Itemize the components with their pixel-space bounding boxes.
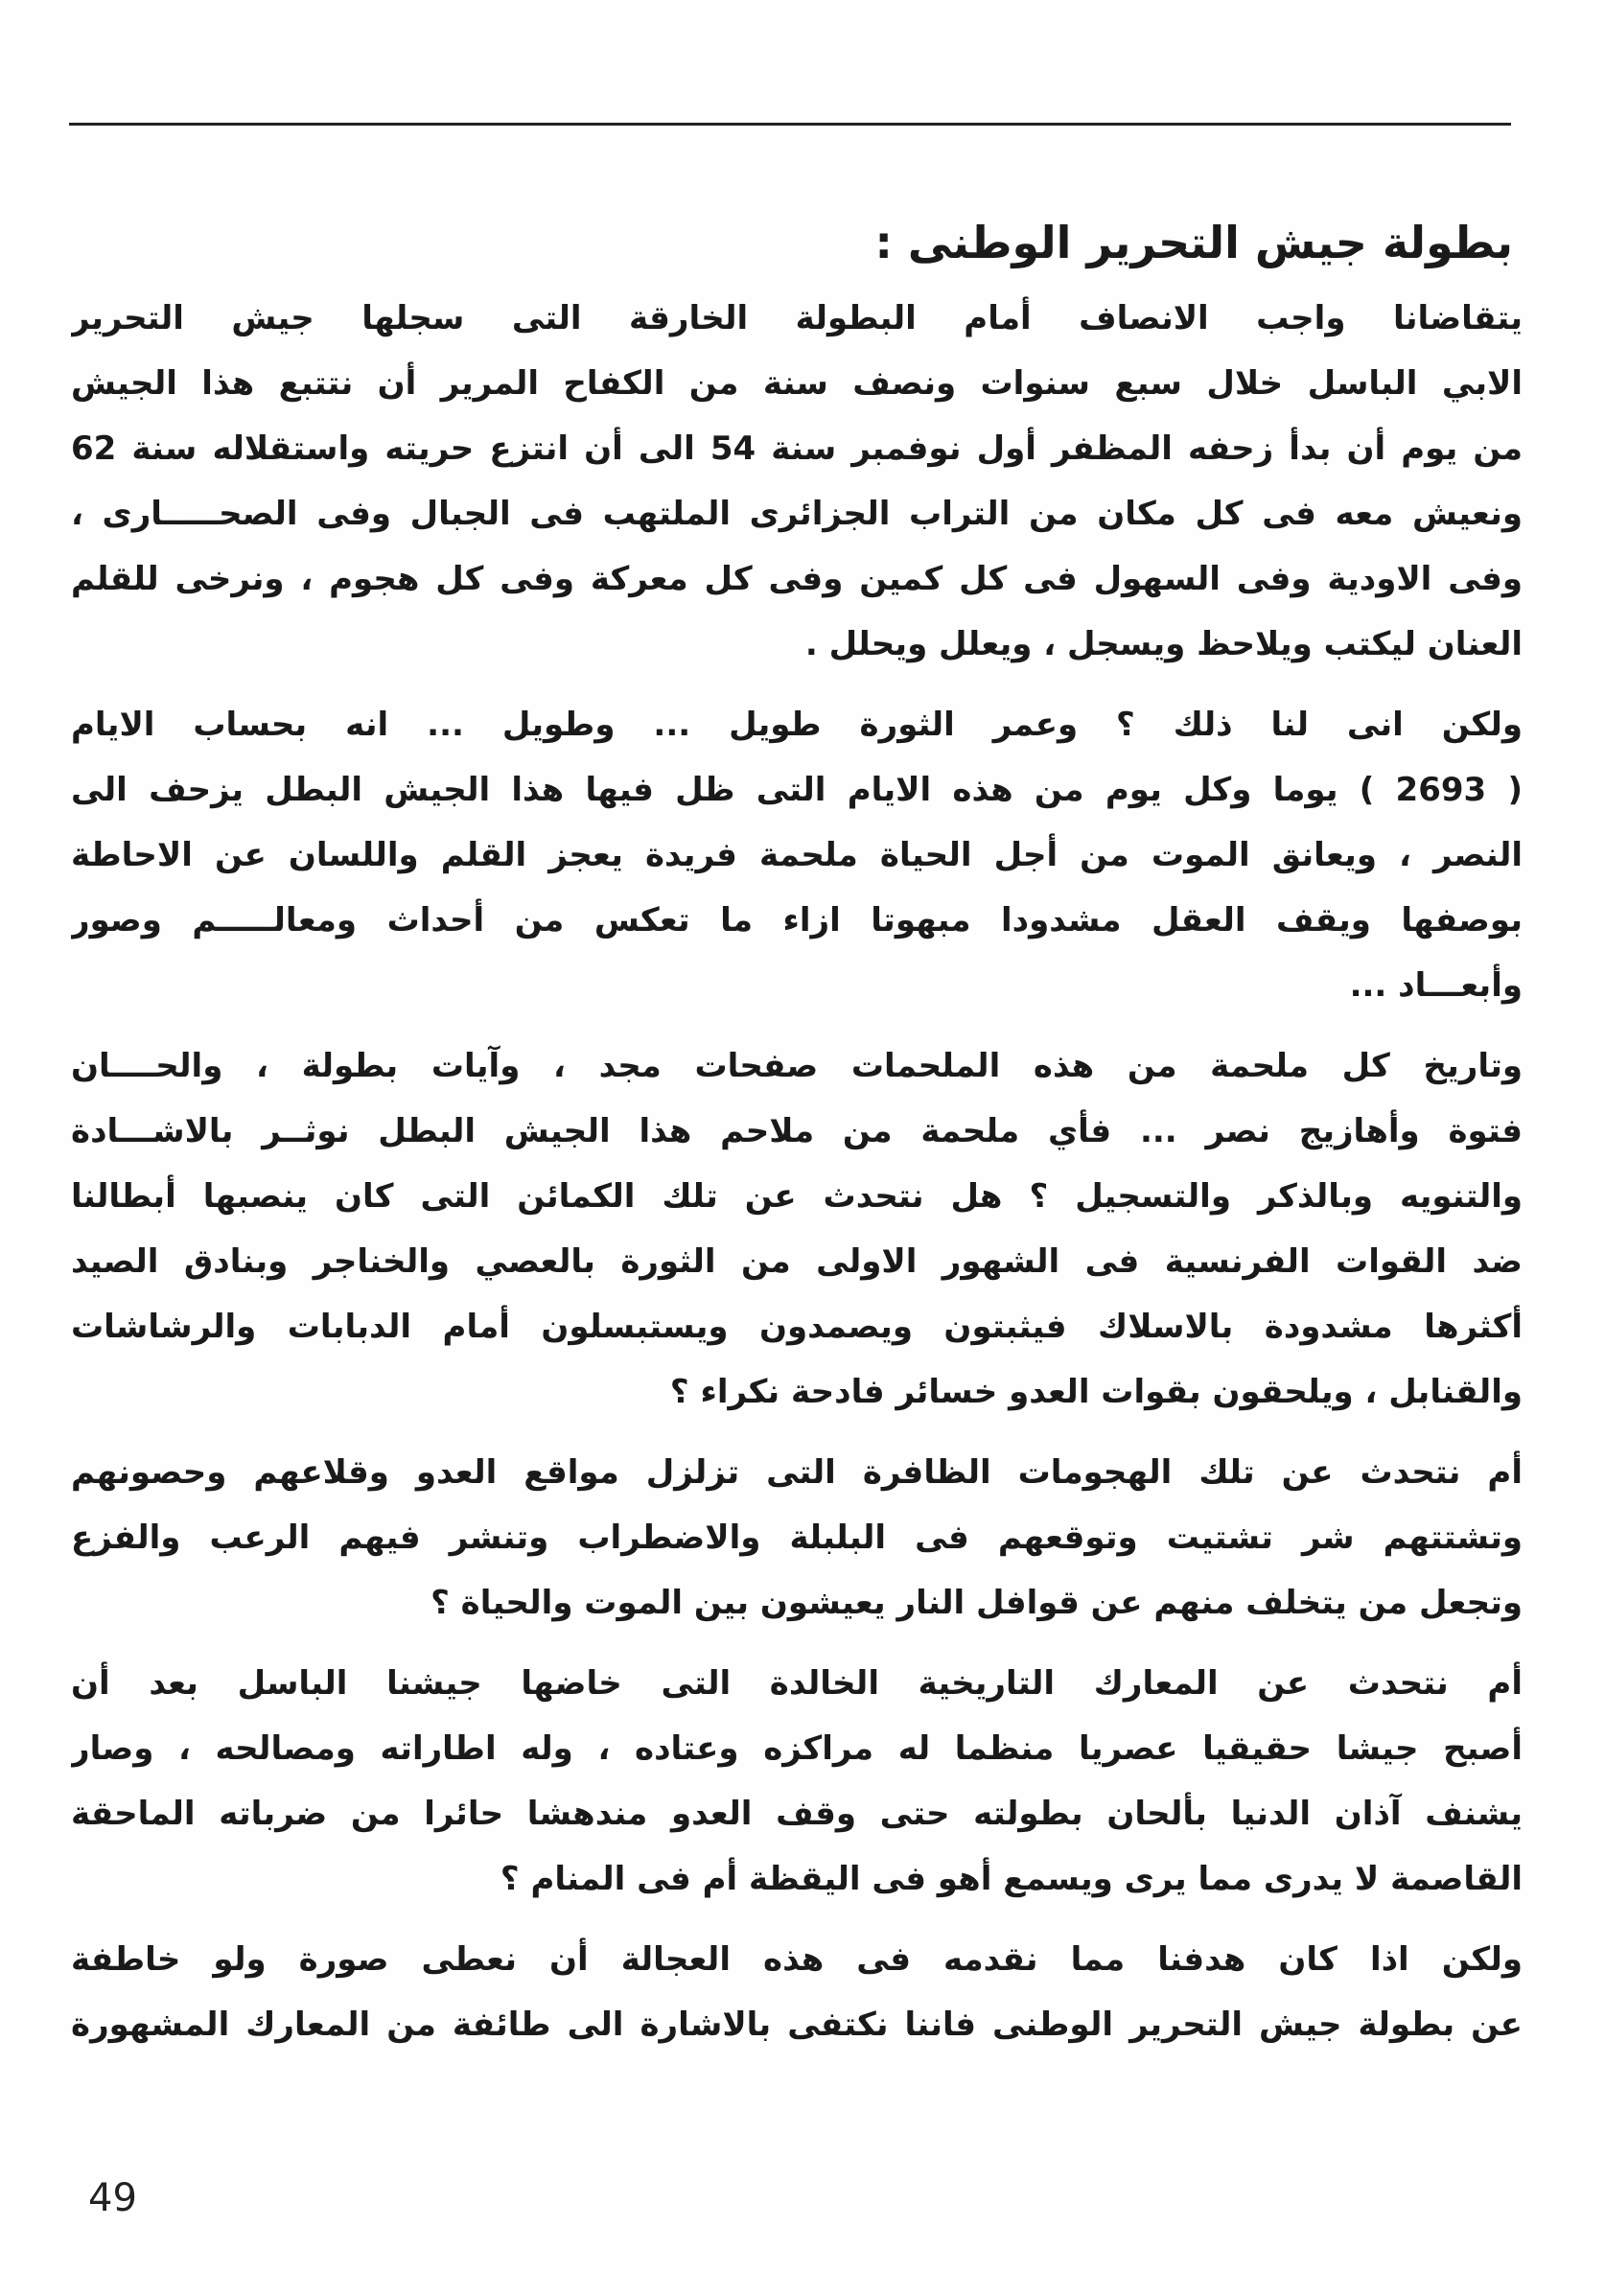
text-line: يتقاضانا واجب الانصاف أمام البطولة الخارقة التى سجلها جيش التحرير — [71, 299, 1523, 337]
text-line: ضد القوات الفرنسية فى الشهور الاولى من الثورة بالعصي والخناجر وبنادق الصيد — [71, 1242, 1523, 1281]
text-line: وتجعل من يتخلف منهم عن قوافل النار يعيشون بين الموت والحياة ؟ — [430, 1584, 1523, 1622]
text-line: الابي الباسل خلال سبع سنوات ونصف سنة من الكفاح المرير أن نتتبع هذا الجيش — [71, 364, 1523, 403]
text-line: ( 2693 ) يوما وكل يوم من هذه الايام التى ظل فيها هذا الجيش البطل يزحف الى — [71, 771, 1523, 809]
paragraph-2 — [71, 692, 1523, 1018]
paragraph-3 — [71, 1033, 1523, 1425]
section-heading: بطولة جيش التحرير الوطنى : — [874, 217, 1513, 268]
text-line: ولكن اذا كان هدفنا مما نقدمه فى هذه العجالة أن نعطى صورة ولو خاطفة — [71, 1940, 1523, 1979]
text-line: والقنابل ، ويلحقون بقوات العدو خسائر فادحة نكراء ؟ — [669, 1373, 1523, 1411]
text-line: من يوم أن بدأ زحفه المظفر أول نوفمبر سنة 54 الى أن انتزع حريته واستقلاله سنة 62 — [71, 429, 1523, 468]
text-line: العنان ليكتب ويلاحظ ويسجل ، ويعلل ويحلل . — [804, 625, 1523, 663]
text-line: أصبح جيشا حقيقيا عصريا منظما له مراكزه وعتاده ، وله اطاراته ومصالحه ، وصار — [71, 1729, 1523, 1768]
text-line: أم نتحدث عن المعارك التاريخية الخالدة التى خاضها جيشنا الباسل بعد أن — [71, 1664, 1523, 1703]
paragraph-6 — [71, 1927, 1523, 2057]
paragraph-5 — [71, 1651, 1523, 1912]
text-line: ونعيش معه فى كل مكان من التراب الجزائرى الملتهب فى الجبال وفى الصحـــــارى ، — [71, 495, 1523, 533]
text-line: القاصمة لا يدرى مما يرى ويسمع أهو فى اليقظة أم فى المنام ؟ — [500, 1860, 1523, 1898]
text-line: والتنويه وبالذكر والتسجيل ؟ هل نتحدث عن تلك الكمائن التى كان ينصبها أبطالنا — [71, 1177, 1523, 1216]
text-line: عن بطولة جيش التحرير الوطنى فاننا نكتفى بالاشارة الى طائفة من المعارك المشهورة — [71, 2006, 1523, 2044]
text-line: النصر ، ويعانق الموت من أجل الحياة ملحمة فريدة يعجز القلم واللسان عن الاحاطة — [71, 836, 1523, 874]
text-line: وأبعـــاد ... — [1349, 966, 1523, 1005]
text-line: وتاريخ كل ملحمة من هذه الملحمات صفحات مجد ، وآيات بطولة ، والحــــان — [71, 1047, 1523, 1085]
text-line: فتوة وأهازيج نصر ... فأي ملحمة من ملاحم هذا الجيش البطل نوثــر بالاشـــادة — [71, 1112, 1523, 1150]
header-rule — [69, 123, 1511, 126]
text-line: أكثرها مشدودة بالاسلاك فيثبتون ويصمدون ويستبسلون أمام الدبابات والرشاشات — [71, 1308, 1523, 1346]
text-line: وتشتتهم شر تشتيت وتوقعهم فى البلبلة والاضطراب وتنشر فيهم الرعب والفزع — [71, 1519, 1523, 1557]
text-line: أم نتحدث عن تلك الهجومات الظافرة التى تزلزل مواقع العدو وقلاعهم وحصونهم — [71, 1453, 1523, 1492]
paragraph-4 — [71, 1440, 1523, 1635]
text-line: بوصفها ويقف العقل مشدودا مبهوتا ازاء ما تعكس من أحداث ومعالـــــم وصور — [71, 901, 1523, 939]
paragraph-1 — [71, 286, 1523, 677]
text-line: وفى الاودية وفى السهول فى كل كمين وفى كل معركة وفى كل هجوم ، ونرخى للقلم — [71, 560, 1523, 598]
text-line: ولكن انى لنا ذلك ؟ وعمر الثورة طويل ... وطويل ... انه بحساب الايام — [71, 706, 1523, 744]
page-number: 49 — [88, 2176, 137, 2220]
page-content — [71, 211, 1523, 2073]
text-line: يشنف آذان الدنيا بألحان بطولته حتى وقف العدو مندهشا حائرا من ضرباته الماحقة — [71, 1795, 1523, 1833]
